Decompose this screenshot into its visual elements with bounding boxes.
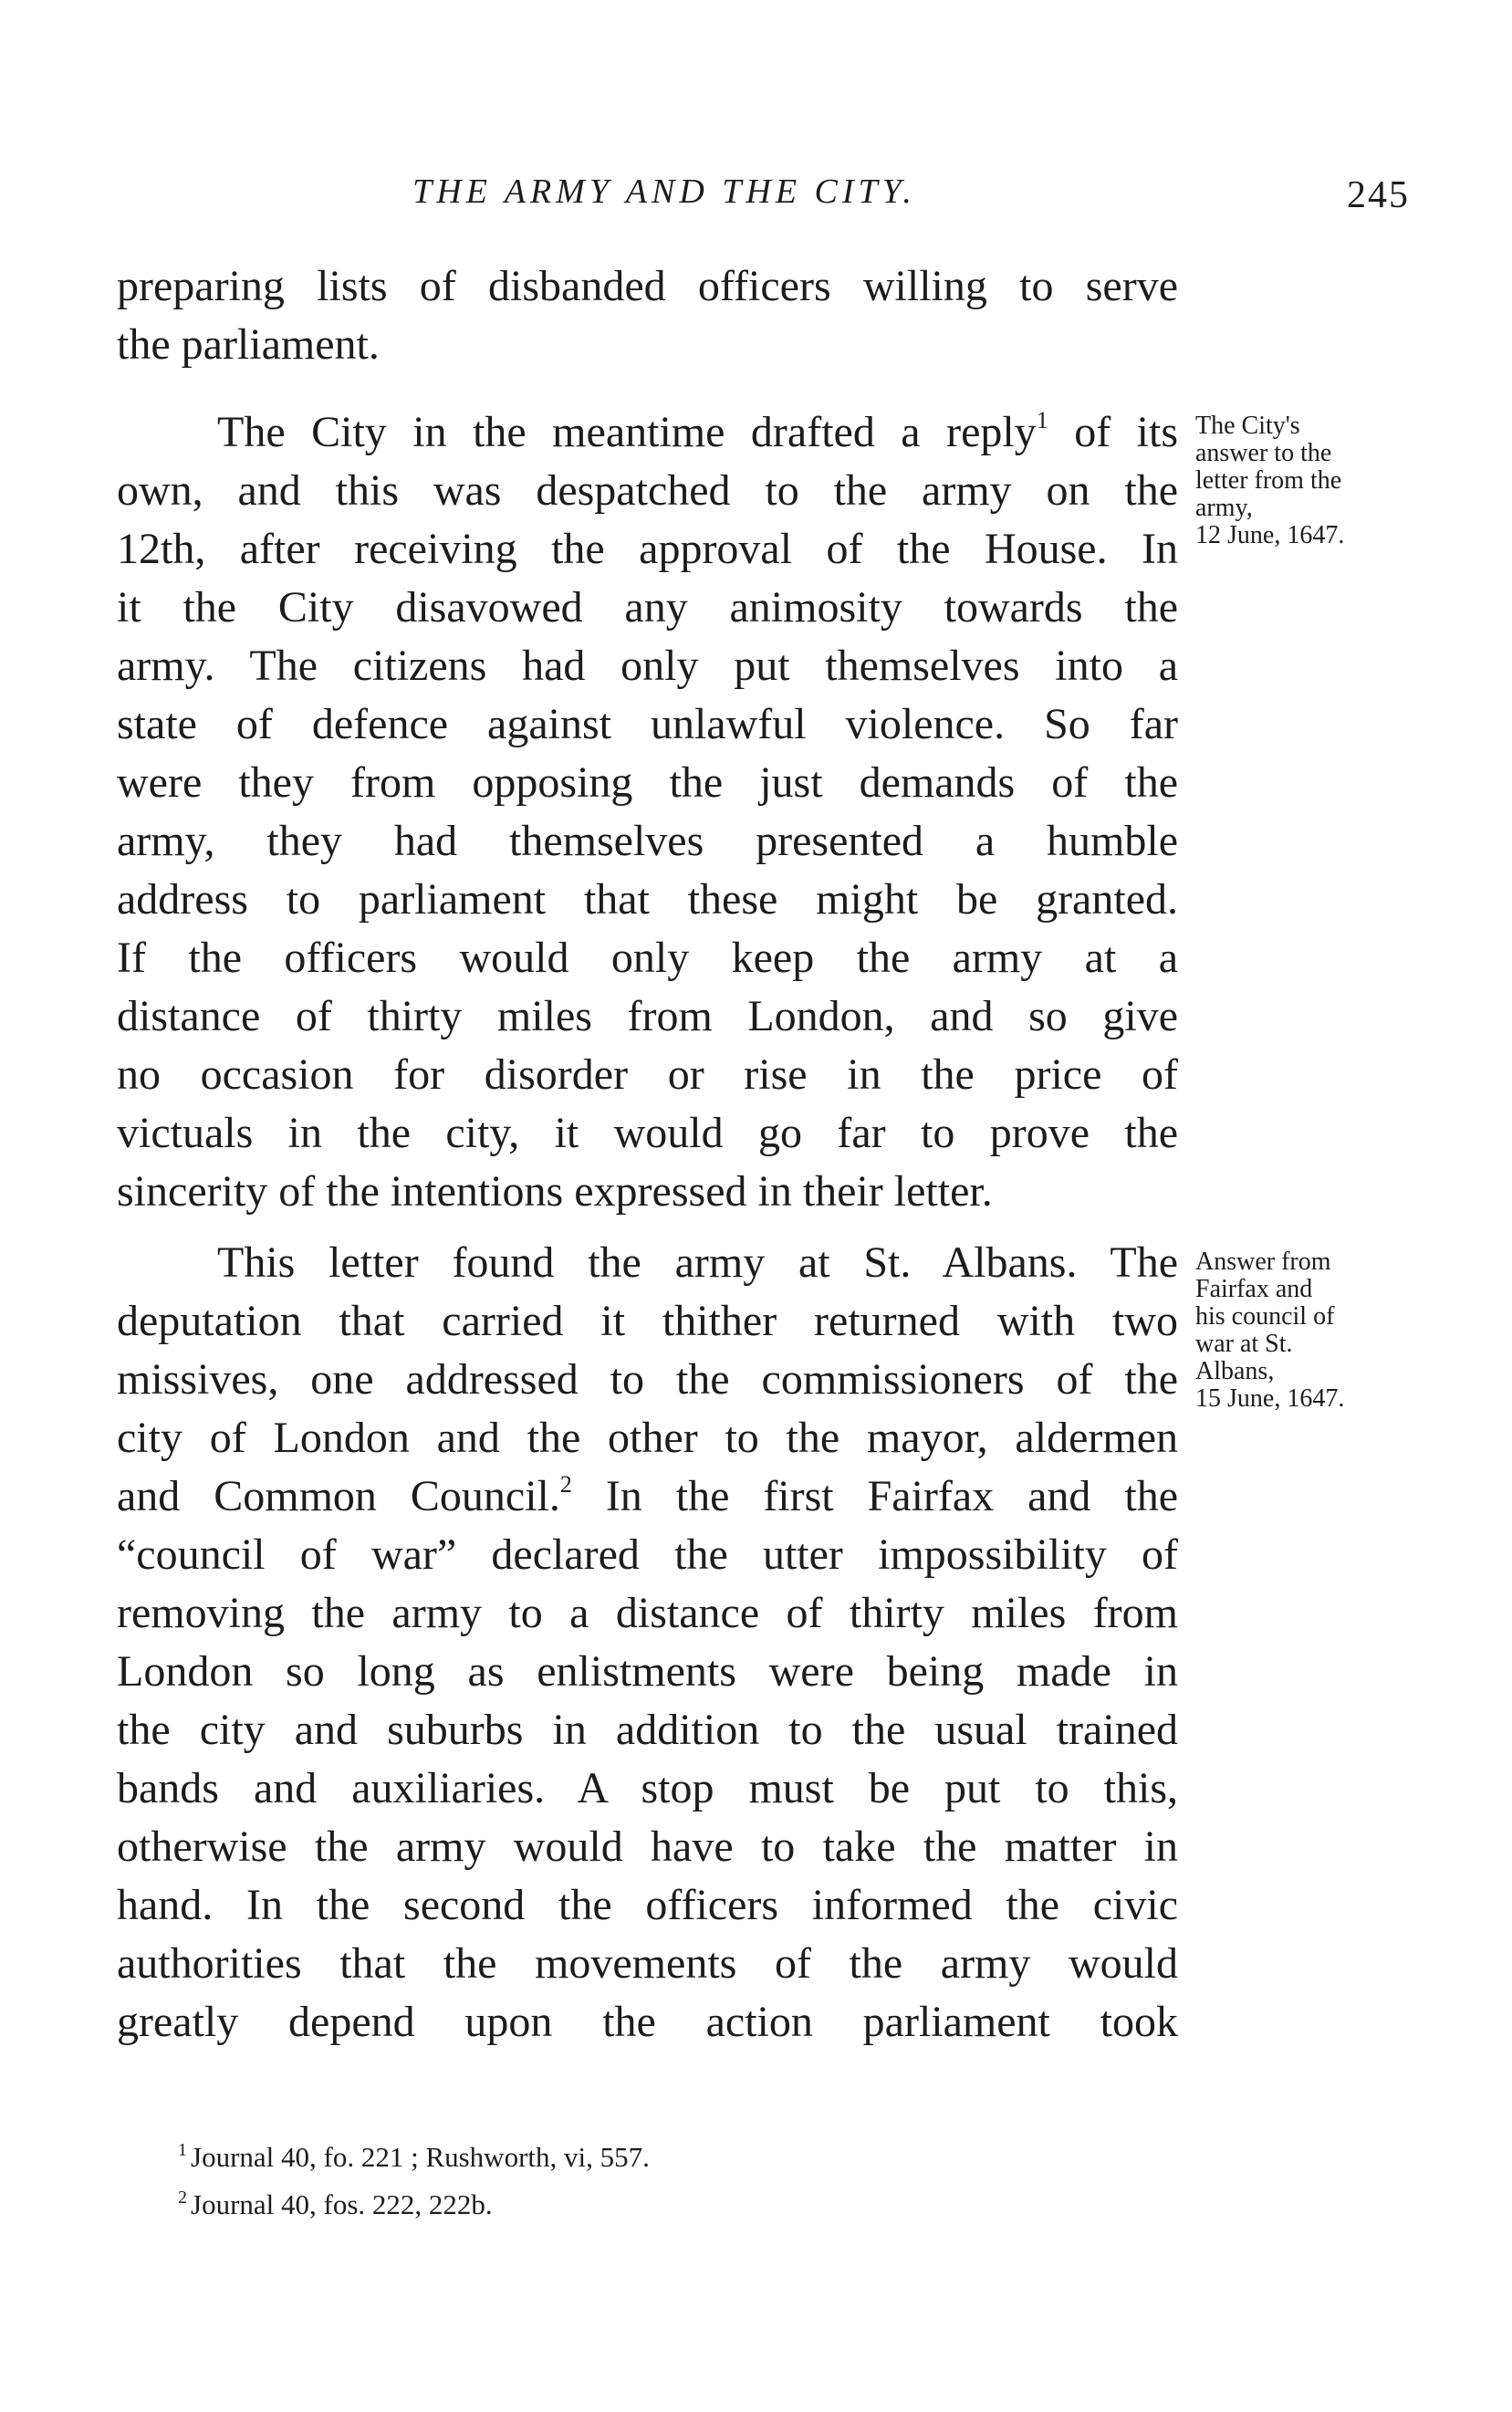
sidenote-line: The City's [1195, 412, 1300, 440]
footnote-ref-1: 1 [1036, 407, 1048, 433]
text-line: own, and this was despatched to the army on the [117, 466, 1178, 515]
text-line: London so long as enlistments were being made in [117, 1647, 1178, 1696]
text-line: hand. In the second the officers informed the civic [117, 1881, 1178, 1929]
text-fragment: of its [1048, 408, 1179, 456]
text-fragment: The City in the meantime drafted a reply [217, 408, 1037, 456]
sidenote-line: his council of [1195, 1302, 1335, 1331]
footnotes [178, 2126, 1182, 2221]
text-line: were they from opposing the just demands of the [117, 758, 1178, 807]
text-line: city of London and the other to the mayor, aldermen [117, 1414, 1178, 1462]
sidenote-line: Fairfax and [1195, 1275, 1313, 1303]
text-line: no occasion for disorder or rise in the price of [117, 1050, 1178, 1099]
text-line: greatly depend upon the action parliament took [117, 1998, 1178, 2046]
footnote-mark: 2 [178, 2188, 187, 2208]
sidenote-fairfax-answer [1195, 1248, 1414, 1413]
text-line: removing the army to a distance of thirty miles from [117, 1589, 1178, 1637]
sidenote-line: answer to the [1195, 439, 1332, 467]
text-line: “council of war” declared the utter impossibility of [117, 1530, 1178, 1579]
sidenote-line: Answer from [1195, 1248, 1331, 1276]
text-line: deputation that carried it thither returned with two [117, 1297, 1178, 1345]
text-line: army. The citizens had only put themselves into a [117, 642, 1178, 690]
text-line [117, 1467, 1178, 1526]
text-line: missives, one addressed to the commissioners of the [117, 1355, 1178, 1404]
paragraph-3 [117, 1234, 1178, 2052]
sidenote-line: army, [1195, 494, 1253, 522]
text-line: 12th, after receiving the approval of the House. In [117, 525, 1178, 573]
text-line: victuals in the city, it would go far to prove the [117, 1109, 1178, 1157]
text-line: bands and auxiliaries. A stop must be put to this, [117, 1764, 1178, 1812]
text-line: If the officers would only keep the army at a [117, 934, 1178, 982]
text-line: the parliament. [117, 320, 380, 369]
footnote-mark: 1 [178, 2140, 187, 2160]
footnote-text: Journal 40, fo. 221 ; Rushworth, vi, 557. [191, 2141, 650, 2173]
text-line: preparing lists of disbanded officers willing to serve [117, 262, 1178, 310]
text-line: address to parliament that these might be granted. [117, 875, 1178, 924]
text-line: This letter found the army at St. Albans. The [217, 1238, 1178, 1287]
text-line: army, they had themselves presented a humble [117, 817, 1178, 865]
text-fragment: In the first Fairfax and the [571, 1472, 1179, 1520]
paragraph-1 [117, 257, 1178, 374]
sidenote-line: Albans, [1195, 1357, 1275, 1385]
text-line: otherwise the army would have to take the matter in [117, 1822, 1178, 1871]
footnote-text: Journal 40, fos. 222, 222b. [191, 2188, 493, 2220]
text-line: distance of thirty miles from London, and so give [117, 992, 1178, 1040]
sidenote-line: 12 June, 1647. [1195, 521, 1345, 549]
sidenote-city-answer [1195, 412, 1414, 549]
text-line: the city and suburbs in addition to the usual trained [117, 1706, 1178, 1754]
sidenote-line: war at St. [1195, 1330, 1293, 1358]
text-line [117, 403, 1178, 462]
footnote-ref-2: 2 [559, 1471, 572, 1498]
text-line: it the City disavowed any animosity towards the [117, 583, 1178, 632]
footnote-1 [178, 2126, 1182, 2174]
page-number: 245 [1347, 174, 1410, 216]
sidenote-line: 15 June, 1647. [1195, 1384, 1345, 1413]
sidenote-line: letter from the [1195, 466, 1342, 495]
text-line: sincerity of the intentions expressed in their letter. [117, 1167, 993, 1216]
running-title: THE ARMY AND THE CITY. [412, 172, 916, 211]
paragraph-2 [117, 403, 1178, 1221]
text-fragment: and Common Council. [117, 1472, 560, 1520]
footnote-2 [178, 2174, 1182, 2221]
text-line: state of defence against unlawful violence. So far [117, 700, 1178, 748]
text-line: authorities that the movements of the army would [117, 1939, 1178, 1988]
